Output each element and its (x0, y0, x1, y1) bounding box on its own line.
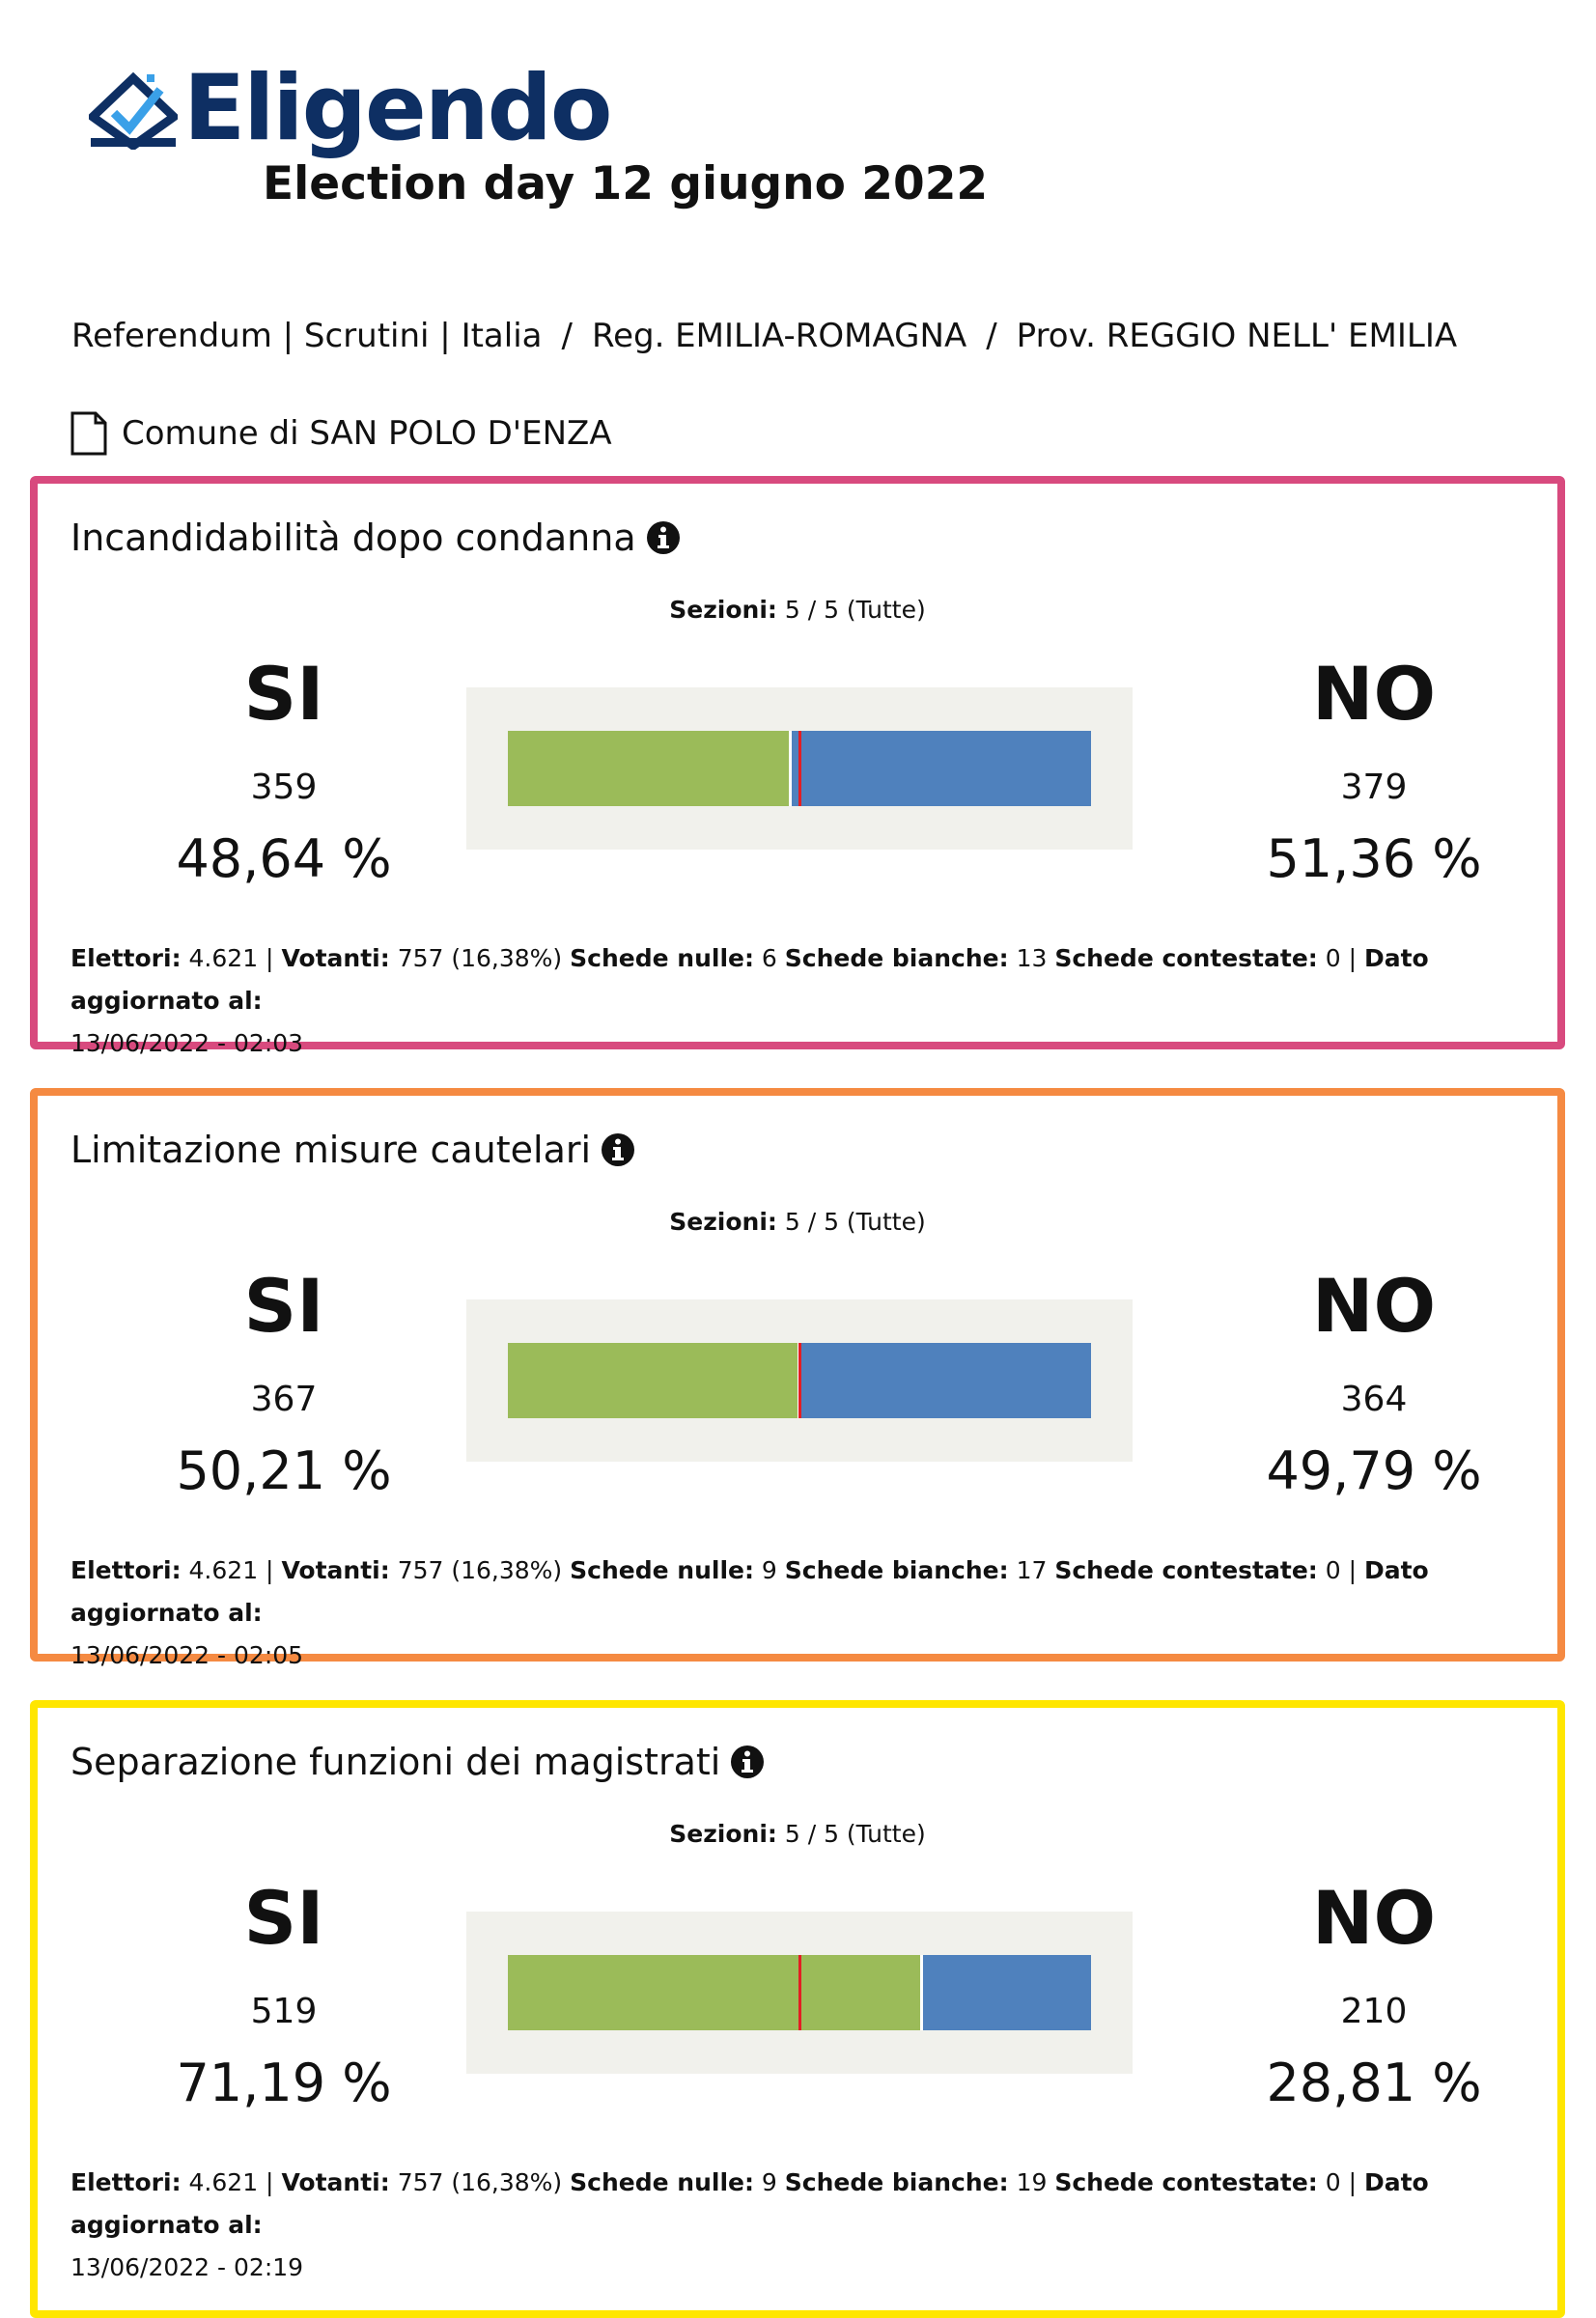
schede-contestate-value: 0 (1325, 2168, 1341, 2196)
elettori-value: 4.621 (188, 2168, 259, 2196)
no-result (1219, 651, 1528, 889)
schede-bianche-value: 13 (1016, 944, 1048, 972)
sezioni-value: 5 / 5 (Tutte) (784, 596, 926, 624)
schede-contestate-label: Schede contestate: (1054, 1556, 1318, 1584)
breadcrumb-separator: / (561, 317, 573, 355)
breadcrumb-item-region[interactable]: Reg. EMILIA-ROMAGNA (591, 317, 967, 355)
aggiornato-value: 13/06/2022 - 02:03 (70, 1029, 304, 1057)
no-count: 210 (1340, 1992, 1408, 2031)
result-bar (508, 1343, 1091, 1418)
si-count: 359 (250, 768, 318, 807)
card-title (70, 1741, 765, 1783)
si-percentage: 50,21 % (176, 1440, 392, 1501)
no-result (1219, 1875, 1528, 2113)
eligendo-logo[interactable] (89, 56, 610, 162)
majority-line (798, 1955, 801, 2030)
si-label: SI (243, 1875, 324, 1961)
schede-bianche-value: 17 (1016, 1556, 1048, 1584)
schede-contestate-value: 0 (1325, 1556, 1341, 1584)
referendum-card (30, 476, 1565, 1057)
votanti-label: Votanti: (281, 1556, 390, 1584)
ballot-check-icon (89, 69, 178, 150)
schede-nulle-label: Schede nulle: (570, 2168, 754, 2196)
info-icon[interactable] (646, 520, 681, 555)
aggiornato-label: Dato aggiornato al: (70, 2168, 1429, 2239)
breadcrumb-item-referendum[interactable]: Referendum | Scrutini | Italia (71, 317, 543, 355)
document-icon (70, 411, 108, 456)
schede-nulle-value: 6 (761, 944, 777, 972)
schede-nulle-value: 9 (761, 2168, 777, 2196)
no-result (1219, 1263, 1528, 1501)
referendum-card (30, 1700, 1565, 2318)
logo-text: Eligendo (183, 56, 611, 161)
referendum-card (30, 1088, 1565, 1669)
sezioni-info (38, 1208, 1557, 1236)
referendum-title: Separazione funzioni dei magistrati (70, 1741, 721, 1783)
aggiornato-value: 13/06/2022 - 02:19 (70, 2253, 304, 2281)
card-title (70, 1129, 635, 1171)
votanti-label: Votanti: (281, 944, 390, 972)
comune-heading (70, 411, 612, 456)
elettori-label: Elettori: (70, 2168, 182, 2196)
si-percentage: 48,64 % (176, 828, 392, 889)
schede-bianche-label: Schede bianche: (784, 2168, 1009, 2196)
schede-bianche-label: Schede bianche: (784, 1556, 1009, 1584)
si-label: SI (243, 1263, 324, 1349)
referendum-title: Incandidabilità dopo condanna (70, 517, 636, 559)
card-title (70, 517, 681, 559)
breadcrumb-item-province[interactable]: Prov. REGGIO NELL' EMILIA (1016, 317, 1458, 355)
votanti-label: Votanti: (281, 2168, 390, 2196)
result-bar-panel (466, 1299, 1133, 1462)
schede-nulle-label: Schede nulle: (570, 944, 754, 972)
page-subtitle: Election day 12 giugno 2022 (263, 157, 989, 210)
result-bar-panel (466, 1912, 1133, 2074)
si-percentage: 71,19 % (176, 2053, 392, 2113)
schede-nulle-label: Schede nulle: (570, 1556, 754, 1584)
si-result (129, 651, 438, 889)
majority-line (798, 731, 801, 806)
sezioni-label: Sezioni: (669, 596, 777, 624)
aggiornato-value: 13/06/2022 - 02:05 (70, 1641, 304, 1669)
si-result (129, 1263, 438, 1501)
si-bar-fill (508, 731, 792, 806)
breadcrumb-separator: / (986, 317, 997, 355)
sezioni-info (38, 596, 1557, 624)
info-icon[interactable] (601, 1132, 635, 1167)
no-label: NO (1311, 1875, 1437, 1961)
si-count: 367 (250, 1380, 318, 1419)
result-bar-panel (466, 687, 1133, 850)
sezioni-info (38, 1820, 1557, 1848)
elettori-label: Elettori: (70, 1556, 182, 1584)
result-bar (508, 731, 1091, 806)
no-label: NO (1311, 1263, 1437, 1349)
aggiornato-label: Dato aggiornato al: (70, 944, 1429, 1015)
si-result (129, 1875, 438, 2113)
si-count: 519 (250, 1992, 318, 2031)
majority-line (798, 1343, 801, 1418)
no-count: 364 (1340, 1380, 1408, 1419)
si-label: SI (243, 651, 324, 737)
votanti-value: 757 (16,38%) (397, 1556, 563, 1584)
schede-contestate-value: 0 (1325, 944, 1341, 972)
sezioni-label: Sezioni: (669, 1208, 777, 1236)
no-percentage: 51,36 % (1266, 828, 1482, 889)
no-percentage: 28,81 % (1266, 2053, 1482, 2113)
schede-contestate-label: Schede contestate: (1054, 944, 1318, 972)
sezioni-value: 5 / 5 (Tutte) (784, 1208, 926, 1236)
referendum-title: Limitazione misure cautelari (70, 1129, 592, 1171)
breadcrumb (71, 317, 1457, 355)
aggiornato-label: Dato aggiornato al: (70, 1556, 1429, 1627)
sezioni-label: Sezioni: (669, 1820, 777, 1848)
elettori-label: Elettori: (70, 944, 182, 972)
no-label: NO (1311, 651, 1437, 737)
info-icon[interactable] (730, 1745, 765, 1779)
votanti-value: 757 (16,38%) (397, 2168, 563, 2196)
card-footer-stats: Elettori: 4.621 | Votanti: 757 (16,38%) Schede nulle: 9 Schede bianche: 17 Schede contestate: 0 | Dato aggiornato al: 13/06/2022 - 02:05 (70, 1556, 1429, 1669)
votanti-value: 757 (16,38%) (397, 944, 563, 972)
no-percentage: 49,79 % (1266, 1440, 1482, 1501)
card-footer-stats: Elettori: 4.621 | Votanti: 757 (16,38%) Schede nulle: 9 Schede bianche: 19 Schede contestate: 0 | Dato aggiornato al: 13/06/2022 - 02:19 (70, 2168, 1429, 2281)
result-bar (508, 1955, 1091, 2030)
schede-nulle-value: 9 (761, 1556, 777, 1584)
elettori-value: 4.621 (188, 1556, 259, 1584)
no-count: 379 (1340, 768, 1408, 807)
schede-bianche-label: Schede bianche: (784, 944, 1009, 972)
si-bar-fill (508, 1343, 800, 1418)
sezioni-value: 5 / 5 (Tutte) (784, 1820, 926, 1848)
si-bar-fill (508, 1955, 923, 2030)
schede-bianche-value: 19 (1016, 2168, 1048, 2196)
comune-label: Comune di SAN POLO D'ENZA (122, 414, 612, 453)
card-footer-stats: Elettori: 4.621 | Votanti: 757 (16,38%) Schede nulle: 6 Schede bianche: 13 Schede contestate: 0 | Dato aggiornato al: 13/06/2022 - 02:03 (70, 944, 1429, 1057)
schede-contestate-label: Schede contestate: (1054, 2168, 1318, 2196)
elettori-value: 4.621 (188, 944, 259, 972)
